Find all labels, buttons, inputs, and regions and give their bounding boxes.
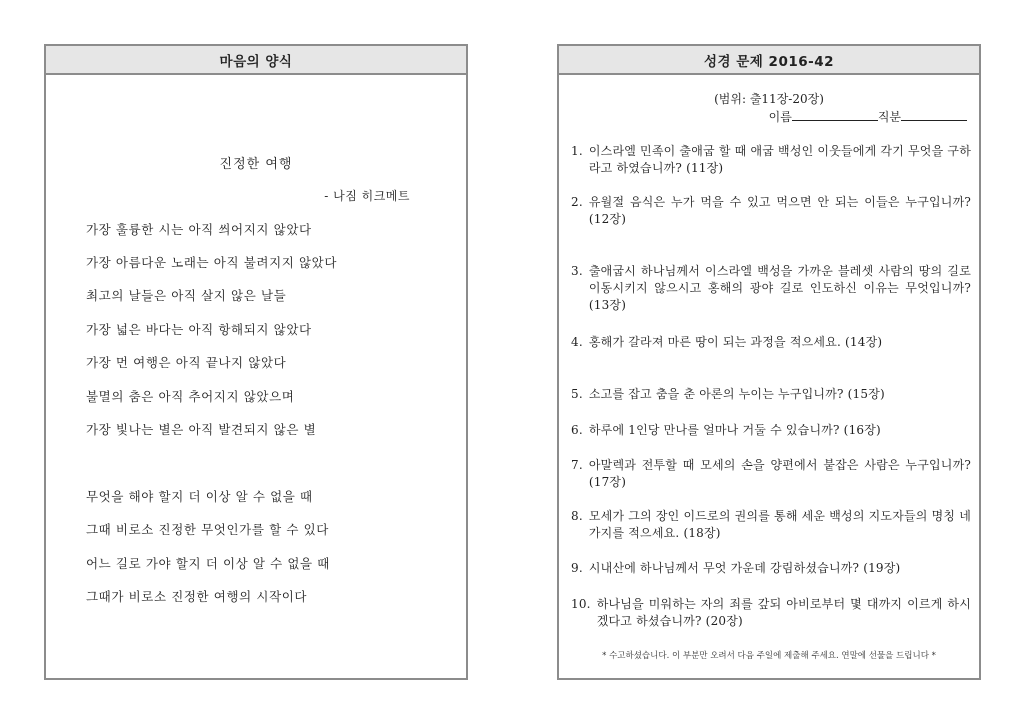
name-blank[interactable] (792, 109, 878, 121)
name-position-line (769, 108, 967, 125)
question-number: 8. (571, 509, 583, 523)
question-3 (571, 263, 971, 314)
bible-quiz-panel (557, 44, 981, 680)
quiz-scope: (범위: 출11장-20장) (714, 92, 824, 106)
poem-line: 최고의 날들은 아직 살지 않은 날들 (86, 288, 287, 303)
poem-line: 그때 비로소 진정한 무엇인가를 할 수 있다 (86, 522, 329, 537)
question-text: 시내산에 하나님께서 무엇 가운데 강림하셨습니까? (19장) (588, 561, 901, 575)
question-number: 7. (571, 458, 583, 472)
question-text: 소고를 잡고 춤을 춘 아론의 누이는 누구입니까? (15장) (588, 387, 885, 401)
question-5 (571, 386, 971, 403)
question-text: 출애굽시 하나님께서 이스라엘 백성을 가까운 블레셋 사람의 땅의 길로 이동시키지 않으시고 홍해의 광야 길로 인도하신 이유는 무엇입니까?(13장) (588, 264, 971, 312)
panel-title: 마음의 양식 (46, 46, 466, 75)
poem-line: 그때가 비로소 진정한 여행의 시작이다 (86, 589, 308, 604)
question-number: 10. (571, 597, 591, 611)
poem-line: 가장 빛나는 별은 아직 발견되지 않은 별 (86, 422, 317, 437)
question-9 (571, 560, 971, 577)
position-blank[interactable] (901, 109, 967, 121)
poem-line: 불멸의 춤은 아직 추어지지 않았으며 (86, 389, 295, 404)
question-6 (571, 422, 971, 439)
poem-line: 어느 길로 가야 할지 더 이상 알 수 없을 때 (86, 556, 330, 571)
question-number: 5. (571, 387, 583, 401)
question-number: 6. (571, 423, 583, 437)
name-label: 이름 (768, 110, 792, 124)
question-text: 이스라엘 민족이 출애굽 할 때 애굽 백성인 이웃들에게 각기 무엇을 구하라고 하였습니까? (11장) (588, 144, 971, 175)
question-10 (571, 596, 971, 630)
question-number: 4. (571, 335, 583, 349)
question-text: 하루에 1인당 만나를 얼마나 거둘 수 있습니까? (16장) (588, 423, 881, 437)
devotional-panel (44, 44, 468, 680)
position-label: 직분 (877, 110, 901, 124)
poem-line: 가장 먼 여행은 아직 끝나지 않았다 (86, 355, 287, 370)
question-text: 홍해가 갈라져 마른 땅이 되는 과정을 적으세요. (14장) (588, 335, 883, 349)
question-4 (571, 334, 971, 351)
question-number: 1. (571, 144, 583, 158)
poem-author: - 나짐 히크메트 (324, 189, 410, 203)
question-text: 유월절 음식은 누가 먹을 수 있고 먹으면 안 되는 이들은 누구입니까? (12장) (588, 195, 971, 226)
question-number: 3. (571, 264, 583, 278)
poem-line: 가장 넓은 바다는 아직 항해되지 않았다 (86, 322, 312, 337)
question-text: 아말렉과 전투할 때 모세의 손을 양편에서 붙잡은 사람은 누구입니까? (17장) (588, 458, 971, 489)
question-8 (571, 508, 971, 542)
panel-title: 성경 문제 2016-42 (559, 46, 979, 75)
question-text: 하나님을 미워하는 자의 죄를 갚되 아비로부터 몇 대까지 이르게 하시겠다고 하셨습니까? (20장) (596, 597, 971, 628)
poem-title: 진정한 여행 (219, 157, 293, 172)
poem-line: 가장 아름다운 노래는 아직 불려지지 않았다 (86, 255, 338, 270)
question-number: 9. (571, 561, 583, 575)
poem-line: 무엇을 해야 할지 더 이상 알 수 없을 때 (86, 489, 313, 504)
question-text: 모세가 그의 장인 이드로의 권의를 통해 세운 백성의 지도자들의 명칭 네 가지를 적으세요. (18장) (588, 509, 971, 540)
question-7 (571, 457, 971, 491)
footnote: * 수고하셨습니다. 이 부분만 오려서 다음 주일에 제출해 주세요. 연말에 선물을 드립니다 * (602, 651, 936, 661)
question-1 (571, 143, 971, 177)
question-number: 2. (571, 195, 583, 209)
poem-line: 가장 훌륭한 시는 아직 씌어지지 않았다 (86, 222, 312, 237)
question-2 (571, 194, 971, 228)
